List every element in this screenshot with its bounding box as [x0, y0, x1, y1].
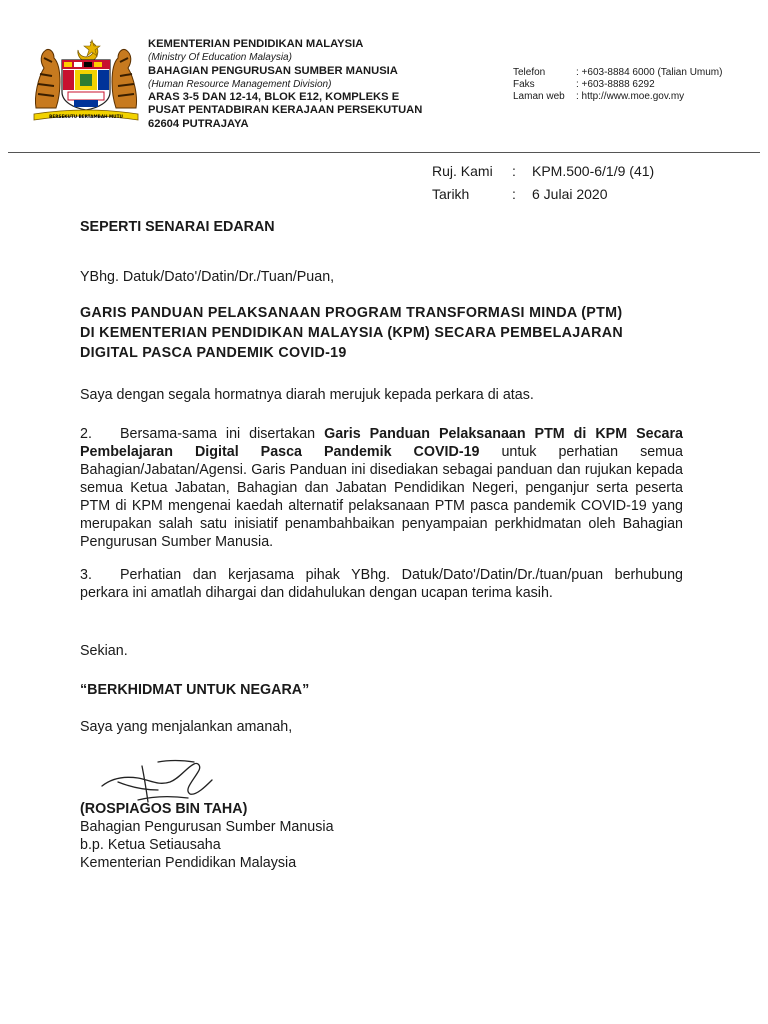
- paragraph-2: [80, 425, 683, 551]
- contact-value: : +603-8888 6292: [576, 78, 655, 90]
- ministry-name: KEMENTERIAN PENDIDIKAN MALAYSIA: [148, 38, 364, 50]
- paragraph-text: Perhatian dan kerjasama pihak YBhg. Datuk/Dato'/Datin/Dr./tuan/puan berhubung perkara ini amatlah dihargai dan didahulukan dengan ucapan terima kasih.: [80, 567, 683, 601]
- contact-label: Faks: [513, 78, 535, 90]
- crest-motto: BERSEKUTU BERTAMBAH MUTU: [49, 114, 123, 119]
- trust-line: Saya yang menjalankan amanah,: [80, 719, 293, 735]
- division-name: BAHAGIAN PENGURUSAN SUMBER MANUSIA: [148, 64, 398, 77]
- paragraph-1: Saya dengan segala hormatnya diarah merujuk kepada perkara di atas.: [80, 387, 534, 403]
- contact-label: Telefon: [513, 67, 546, 78]
- contact-value: : +603-8884 6000 (Talian Umum): [576, 67, 723, 78]
- letterhead-contact: [513, 67, 722, 102]
- subject-line: DI KEMENTERIAN PENDIDIKAN MALAYSIA (KPM) SECARA PEMBELAJARAN: [80, 325, 624, 341]
- address-line-2: PUSAT PENTADBIRAN KERAJAAN PERSEKUTUAN: [148, 104, 423, 117]
- reference-block: [432, 160, 654, 206]
- recipient-line: SEPERTI SENARAI EDARAN: [80, 219, 275, 235]
- coat-of-arms-logo: [30, 38, 142, 122]
- address-line-1: ARAS 3-5 DAN 12-14, BLOK E12, KOMPLEKS E: [148, 91, 400, 104]
- contact-label: Laman web: [513, 90, 565, 102]
- ref-label: Ruj. Kami: [432, 163, 493, 179]
- date-value: 6 Julai 2020: [532, 186, 608, 202]
- signatory-ministry: Kementerian Pendidikan Malaysia: [80, 855, 297, 871]
- division-name-en: (Human Resource Management Division): [148, 78, 332, 90]
- date-label: Tarikh: [432, 186, 470, 202]
- ref-separator: :: [512, 163, 516, 179]
- signatory-block: [80, 800, 683, 872]
- subject-line: DIGITAL PASCA PANDEMIK COVID-19: [80, 345, 347, 361]
- ministry-name-en: (Ministry Of Education Malaysia): [148, 52, 292, 64]
- paragraph-number: 3.: [80, 567, 92, 583]
- ref-value: KPM.500-6/1/9 (41): [532, 163, 655, 179]
- paragraph-text: untuk perhatian semua Bahagian/Jabatan/Agensi. Garis Panduan ini disediakan sebagai panduan dan rujukan kepada semua Ketua Jabatan, Bahagian dan Jabatan Pendidikan Negeri, penganjur serta peserta PTM di KPM mengenai kaedah alternatif pelaksanaan PTM pasca pandemik COVID-19 yang merupakan salah satu inisiatif penambahbaikan penyampaian perkhidmatan oleh Bahagian Pengurusan Sumber Manusia.: [80, 444, 683, 550]
- subject-line: GARIS PANDUAN PELAKSANAAN PROGRAM TRANSFORMASI MINDA (PTM): [80, 305, 623, 321]
- date-separator: :: [512, 186, 516, 202]
- header-divider: [8, 152, 760, 153]
- closing: Sekian.: [80, 643, 128, 659]
- signatory-on-behalf: b.p. Ketua Setiausaha: [80, 837, 221, 853]
- contact-row-phone: [513, 67, 722, 79]
- paragraph-emphasis: Garis Panduan Pelaksanaan PTM di KPM Secara Pembelajaran Digital Pasca Pandemik COVID-19: [80, 426, 683, 460]
- signatory-division: Bahagian Pengurusan Sumber Manusia: [80, 819, 334, 835]
- letterhead-org: [148, 38, 422, 131]
- paragraph-number: 2.: [80, 426, 92, 442]
- paragraph-text: Bersama-sama ini disertakan: [120, 426, 325, 442]
- salutation: YBhg. Datuk/Dato'/Datin/Dr./Tuan/Puan,: [80, 269, 335, 285]
- paragraph-3: [80, 566, 683, 602]
- contact-value: : http://www.moe.gov.my: [576, 90, 685, 102]
- address-line-3: 62604 PUTRAJAYA: [148, 117, 249, 130]
- letter-subject: [80, 303, 683, 363]
- contact-row-website: [513, 91, 722, 103]
- contact-row-fax: [513, 79, 722, 91]
- motto: “BERKHIDMAT UNTUK NEGARA”: [80, 682, 310, 698]
- signatory-name: (ROSPIAGOS BIN TAHA): [80, 801, 248, 817]
